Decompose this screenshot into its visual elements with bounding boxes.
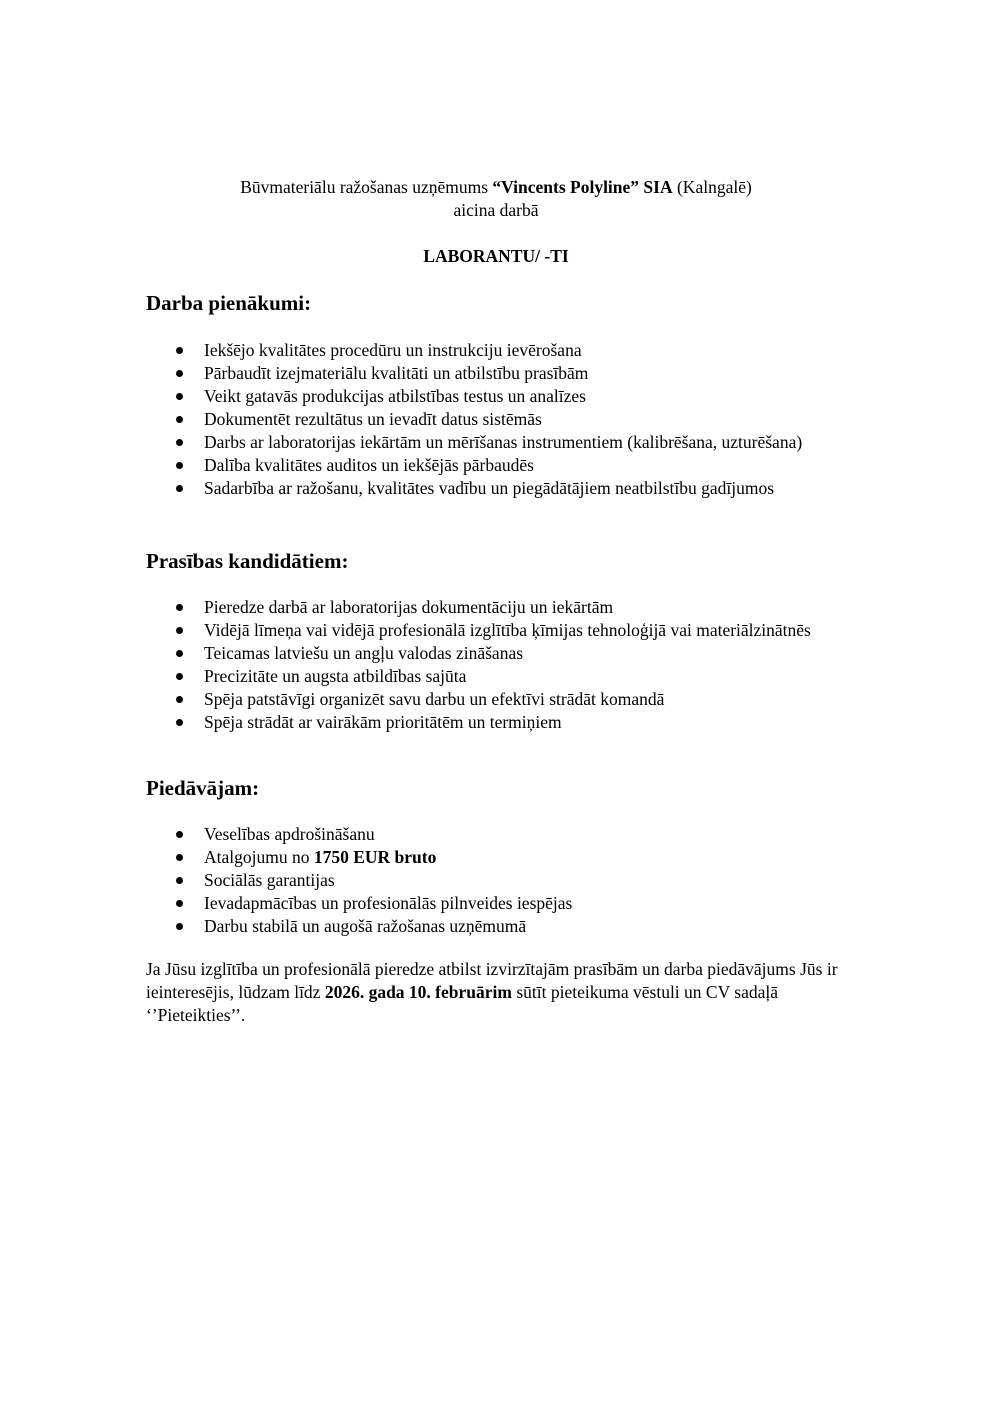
duties-list <box>146 339 866 500</box>
list-item <box>146 892 866 915</box>
list-item-text: Pārbaudīt izejmateriālu kvalitāti un atbilstību prasībām <box>204 363 589 383</box>
list-item-text: Sociālās garantijas <box>204 870 335 890</box>
requirements-heading: Prasības kandidātiem: <box>146 549 349 573</box>
list-item <box>146 339 866 362</box>
list-item <box>146 665 866 688</box>
list-item <box>146 408 866 431</box>
list-item-text: Dalība kvalitātes auditos un iekšējās pārbaudēs <box>204 455 534 475</box>
offer-list <box>146 823 866 938</box>
list-item <box>146 688 866 711</box>
list-item <box>146 454 866 477</box>
list-item-text: Darbs ar laboratorijas iekārtām un mērīšanas instrumentiem (kalibrēšana, uzturēšana) <box>204 432 803 452</box>
offer-heading: Piedāvājam: <box>146 776 260 800</box>
list-item <box>146 642 866 665</box>
bullet-icon <box>176 416 183 423</box>
bullet-icon <box>176 923 183 930</box>
list-item <box>146 596 866 619</box>
list-item <box>146 823 866 846</box>
list-item-text: Veselības apdrošināšanu <box>204 824 375 844</box>
closing-text-2: sūtīt pieteikuma vēstuli un CV sadaļā ‘’Pieteikties’’. <box>146 982 779 1025</box>
list-item <box>146 869 866 892</box>
list-item <box>146 477 866 500</box>
salary-label: Atalgojumu no <box>204 847 314 867</box>
header-location: (Kalngalē) <box>672 177 752 197</box>
list-item-text: Vidējā līmeņa vai vidējā profesionālā izglītība ķīmijas tehnoloģijā vai materiālzinātnēs <box>204 620 811 640</box>
list-item <box>146 362 866 385</box>
header <box>0 176 992 222</box>
duties-heading: Darba pienākumi: <box>146 291 312 315</box>
bullet-icon <box>176 673 183 680</box>
bullet-icon <box>176 347 183 354</box>
list-item-text: Veikt gatavās produkcijas atbilstības testus un analīzes <box>204 386 586 406</box>
list-item-text: Teicamas latviešu un angļu valodas zināšanas <box>204 643 524 663</box>
list-item-text: Pieredze darbā ar laboratorijas dokumentāciju un iekārtām <box>204 597 614 617</box>
list-item <box>146 915 866 938</box>
list-item-text: Iekšējo kvalitātes procedūru un instrukciju ievērošana <box>204 340 582 360</box>
list-item-text: Ievadapmācības un profesionālās pilnveides iespējas <box>204 893 573 913</box>
list-item-text: Sadarbība ar ražošanu, kvalitātes vadību un piegādātājiem neatbilstību gadījumos <box>204 478 775 498</box>
bullet-icon <box>176 719 183 726</box>
closing-text-1: Ja Jūsu izglītība un profesionālā pieredze atbilst izvirzītajām prasībām un darba piedāvājums Jūs ir ieinteresējis, lūdzam līdz <box>146 959 838 1002</box>
bullet-icon <box>176 627 183 634</box>
job-title: LABORANTU/ -TI <box>423 246 569 266</box>
requirements-list <box>146 596 866 734</box>
list-item <box>146 619 866 642</box>
application-deadline: 2026. gada 10. februārim <box>324 982 512 1002</box>
header-intro: Būvmateriālu ražošanas uzņēmums <box>240 177 493 197</box>
header-line-2: aicina darbā <box>453 200 539 220</box>
bullet-icon <box>176 877 183 884</box>
list-item-text: Precizitāte un augsta atbildības sajūta <box>204 666 467 686</box>
company-name: “Vincents Polyline” SIA <box>492 177 673 197</box>
list-item-text: Spēja patstāvīgi organizēt savu darbu un efektīvi strādāt komandā <box>204 689 665 709</box>
header-line-1 <box>0 176 992 199</box>
bullet-icon <box>176 370 183 377</box>
bullet-icon <box>176 485 183 492</box>
salary-amount: 1750 EUR bruto <box>313 847 437 867</box>
closing-paragraph <box>146 958 846 1027</box>
bullet-icon <box>176 854 183 861</box>
bullet-icon <box>176 604 183 611</box>
bullet-icon <box>176 900 183 907</box>
list-item <box>146 711 866 734</box>
list-item <box>146 385 866 408</box>
bullet-icon <box>176 696 183 703</box>
bullet-icon <box>176 393 183 400</box>
list-item-salary <box>146 846 866 869</box>
bullet-icon <box>176 650 183 657</box>
list-item <box>146 431 866 454</box>
list-item-text: Darbu stabilā un augošā ražošanas uzņēmumā <box>204 916 527 936</box>
list-item-text: Spēja strādāt ar vairākām prioritātēm un termiņiem <box>204 712 562 732</box>
list-item-text: Dokumentēt rezultātus un ievadīt datus sistēmās <box>204 409 542 429</box>
bullet-icon <box>176 831 183 838</box>
bullet-icon <box>176 439 183 446</box>
bullet-icon <box>176 462 183 469</box>
